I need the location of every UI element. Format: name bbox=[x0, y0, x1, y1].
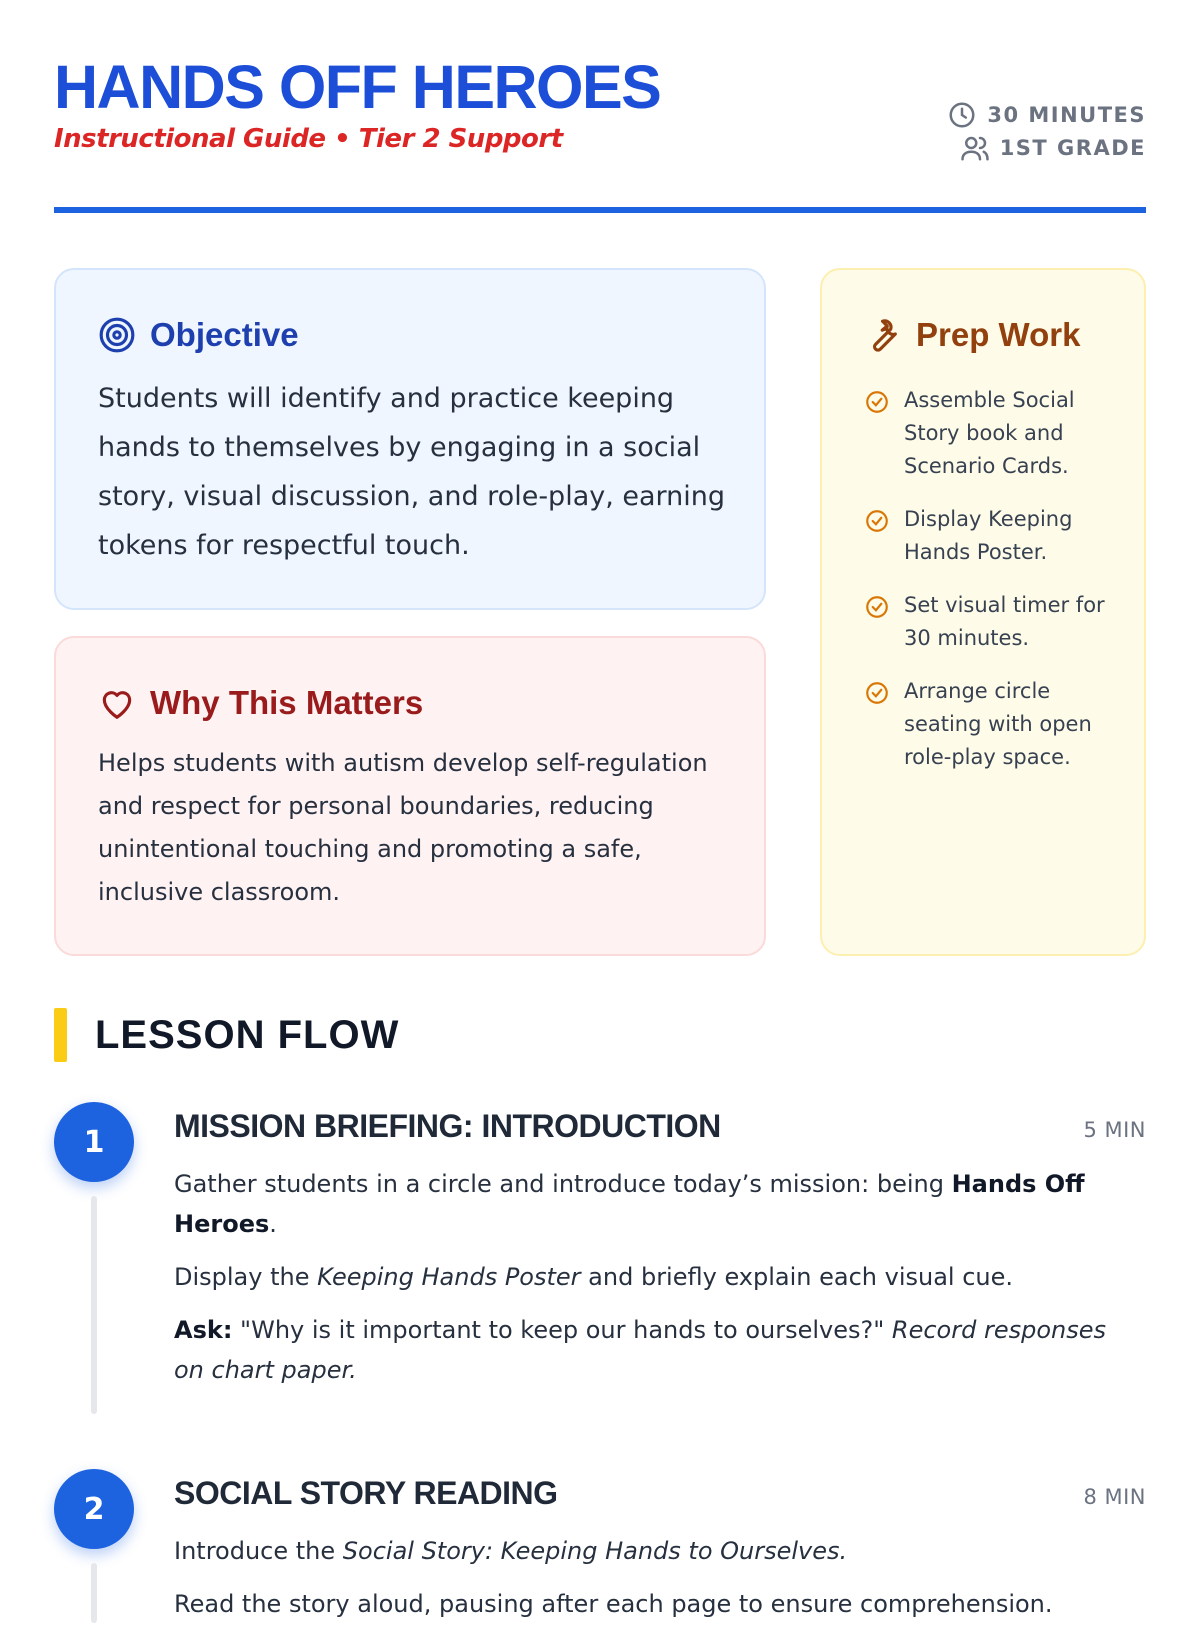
list-item bbox=[864, 503, 1114, 569]
target-icon bbox=[98, 316, 136, 354]
why-text: Helps students with autism develop self-regulation and respect for personal boundaries, reducing unintentional touching and promoting a safe, inclusive classroom. bbox=[98, 749, 708, 906]
users-icon bbox=[960, 133, 990, 163]
step-duration: 5 MIN bbox=[1083, 1118, 1146, 1142]
timeline-connector bbox=[91, 1196, 97, 1414]
section-accent-bar bbox=[54, 1008, 67, 1062]
duration-text: 30 MINUTES bbox=[987, 102, 1146, 127]
list-item bbox=[864, 589, 1114, 655]
step-body bbox=[174, 1164, 1134, 1403]
page-subtitle: Instructional Guide • Tier 2 Support bbox=[54, 124, 563, 154]
prep-heading: Prep Work bbox=[916, 316, 1081, 353]
emphasis-text: Hands Off Heroes bbox=[174, 1170, 1085, 1238]
why-heading: Why This Matters bbox=[150, 684, 424, 721]
text-segment: Introduce the bbox=[174, 1537, 343, 1565]
lesson-meta bbox=[947, 98, 1146, 164]
step-paragraph bbox=[174, 1310, 1134, 1390]
step-title: SOCIAL STORY READING bbox=[174, 1475, 558, 1511]
step-number-badge: 1 bbox=[54, 1102, 134, 1182]
grade-text: 1ST GRADE bbox=[999, 135, 1146, 160]
objective-card bbox=[54, 268, 766, 610]
prep-header bbox=[864, 316, 1080, 354]
why-header bbox=[98, 684, 423, 722]
check-circle-icon bbox=[864, 508, 890, 534]
step-paragraph bbox=[174, 1257, 1134, 1297]
lesson-flow-title bbox=[54, 1008, 399, 1062]
prep-card bbox=[820, 268, 1146, 956]
timeline-connector bbox=[91, 1563, 97, 1623]
duration-meta bbox=[947, 98, 1146, 131]
step-paragraph bbox=[174, 1164, 1134, 1244]
step-title: MISSION BRIEFING: INTRODUCTION bbox=[174, 1108, 721, 1144]
page-title: HANDS OFF HEROES bbox=[54, 53, 661, 121]
check-circle-icon bbox=[864, 680, 890, 706]
lesson-flow-heading: LESSON FLOW bbox=[95, 1012, 400, 1057]
italic-text: Social Story: Keeping Hands to Ourselves. bbox=[342, 1537, 848, 1565]
clock-icon bbox=[947, 100, 977, 130]
step-body bbox=[174, 1531, 1134, 1637]
check-circle-icon bbox=[864, 594, 890, 620]
text-segment: Display the bbox=[174, 1263, 318, 1291]
prep-item-text: Display Keeping Hands Poster. bbox=[904, 507, 1073, 564]
text-segment: and briefly explain each visual cue. bbox=[580, 1263, 1014, 1291]
emphasis-text: Ask: bbox=[174, 1316, 233, 1344]
wrench-icon bbox=[864, 316, 902, 354]
prep-list bbox=[864, 384, 1114, 794]
step-paragraph bbox=[174, 1531, 1134, 1571]
step-number-badge: 2 bbox=[54, 1469, 134, 1549]
check-circle-icon bbox=[864, 389, 890, 415]
italic-text: Keeping Hands Poster bbox=[317, 1263, 581, 1291]
text-segment: Gather students in a circle and introduce today’s mission: being bbox=[174, 1170, 952, 1198]
page-header bbox=[54, 52, 1146, 212]
step-paragraph: Read the story aloud, pausing after each page to ensure comprehension. bbox=[174, 1590, 1053, 1618]
header-divider bbox=[54, 207, 1146, 213]
list-item bbox=[864, 384, 1114, 483]
prep-item-text: Assemble Social Story book and Scenario Cards. bbox=[904, 388, 1075, 478]
grade-meta bbox=[947, 131, 1146, 164]
why-card bbox=[54, 636, 766, 956]
objective-heading: Objective bbox=[150, 316, 299, 353]
objective-header bbox=[98, 316, 299, 354]
italic-text: Record responses on chart paper. bbox=[174, 1316, 1107, 1384]
heart-icon bbox=[98, 684, 136, 722]
text-segment: . bbox=[269, 1210, 277, 1238]
text-segment: "Why is it important to keep our hands to ourselves?" bbox=[232, 1316, 892, 1344]
step-duration: 8 MIN bbox=[1083, 1485, 1146, 1509]
list-item bbox=[864, 675, 1114, 774]
prep-item-text: Set visual timer for 30 minutes. bbox=[904, 593, 1105, 650]
prep-item-text: Arrange circle seating with open role-play space. bbox=[904, 679, 1092, 769]
objective-text: Students will identify and practice keeping hands to themselves by engaging in a social story, visual discussion, and role-play, earning tokens for respectful touch. bbox=[98, 383, 726, 561]
